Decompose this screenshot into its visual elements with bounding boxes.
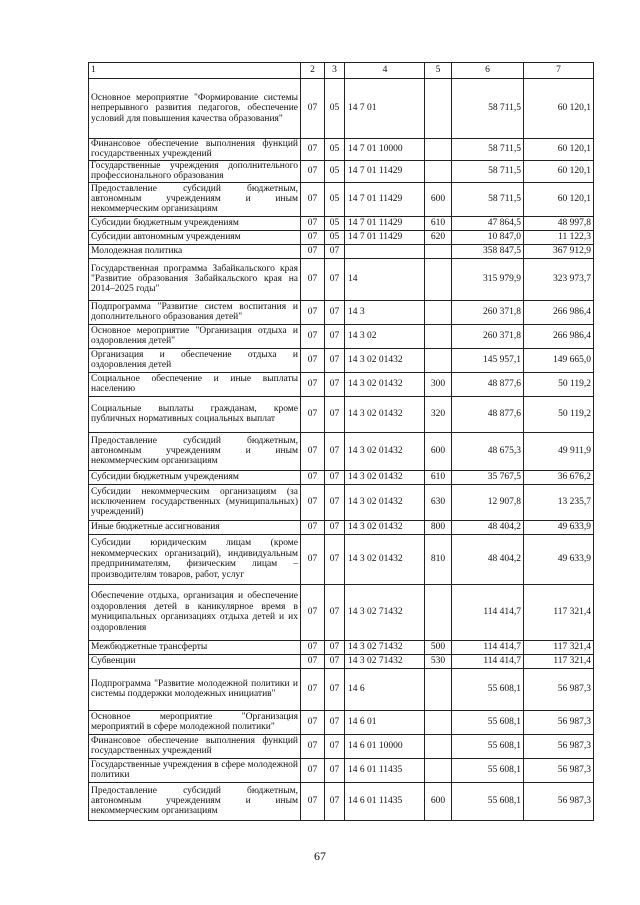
column-number-6: 6 bbox=[452, 63, 524, 79]
cell-pr: 07 bbox=[325, 258, 345, 300]
cell-vr: 600 bbox=[425, 182, 452, 216]
cell-vr bbox=[425, 734, 452, 758]
cell-csr: 14 6 bbox=[345, 668, 425, 710]
table-row bbox=[89, 160, 594, 182]
cell-vr: 500 bbox=[425, 640, 452, 654]
cell-v2: 50 119,2 bbox=[524, 372, 594, 396]
column-number-3: 3 bbox=[325, 63, 345, 79]
cell-v2: 60 120,1 bbox=[524, 139, 594, 161]
cell-name: Государственная программа Забайкальского края "Развитие образования Забайкальского края на 2014–2025 годы" bbox=[89, 258, 301, 300]
cell-gr: 07 bbox=[301, 758, 325, 782]
cell-v2: 49 633,9 bbox=[524, 534, 594, 584]
cell-pr: 05 bbox=[325, 216, 345, 230]
cell-gr: 07 bbox=[301, 244, 325, 258]
cell-csr: 14 bbox=[345, 258, 425, 300]
cell-pr: 05 bbox=[325, 230, 345, 244]
table-row bbox=[89, 79, 594, 139]
cell-vr: 600 bbox=[425, 432, 452, 470]
cell-pr: 07 bbox=[325, 654, 345, 668]
cell-gr: 07 bbox=[301, 300, 325, 324]
cell-gr: 07 bbox=[301, 782, 325, 820]
cell-vr: 610 bbox=[425, 470, 452, 484]
cell-vr bbox=[425, 324, 452, 348]
cell-vr: 620 bbox=[425, 230, 452, 244]
cell-pr: 05 bbox=[325, 139, 345, 161]
cell-name: Государственные учреждения в сфере молодежной политики bbox=[89, 758, 301, 782]
cell-v1: 48 877,6 bbox=[452, 372, 524, 396]
cell-name: Государственные учреждения дополнительного профессионального образования bbox=[89, 160, 301, 182]
cell-v1: 58 711,5 bbox=[452, 160, 524, 182]
cell-name: Субвенции bbox=[89, 654, 301, 668]
table-row bbox=[89, 372, 594, 396]
table-row bbox=[89, 534, 594, 584]
cell-pr: 07 bbox=[325, 432, 345, 470]
table-row bbox=[89, 348, 594, 372]
table-row bbox=[89, 470, 594, 484]
cell-v1: 10 847,0 bbox=[452, 230, 524, 244]
cell-gr: 07 bbox=[301, 710, 325, 734]
cell-name: Субсидии автономным учреждениям bbox=[89, 230, 301, 244]
cell-csr: 14 6 01 11435 bbox=[345, 782, 425, 820]
cell-name: Субсидии бюджетным учреждениям bbox=[89, 470, 301, 484]
cell-gr: 07 bbox=[301, 520, 325, 534]
cell-pr: 07 bbox=[325, 348, 345, 372]
cell-name: Предоставление субсидий бюджетным, автономным учреждениям и иным некоммерческим организациям bbox=[89, 432, 301, 470]
cell-name: Иные бюджетные ассигнования bbox=[89, 520, 301, 534]
table-row bbox=[89, 244, 594, 258]
table-row bbox=[89, 520, 594, 534]
cell-vr bbox=[425, 300, 452, 324]
cell-name: Предоставление субсидий бюджетным, автономным учреждениям и иным некоммерческим организациям bbox=[89, 182, 301, 216]
cell-v2: 56 987,3 bbox=[524, 782, 594, 820]
table-row bbox=[89, 484, 594, 520]
table-row bbox=[89, 710, 594, 734]
cell-gr: 07 bbox=[301, 432, 325, 470]
table-row bbox=[89, 396, 594, 432]
cell-vr: 300 bbox=[425, 372, 452, 396]
cell-v1: 47 864,5 bbox=[452, 216, 524, 230]
column-number-7: 7 bbox=[524, 63, 594, 79]
cell-csr: 14 3 02 01432 bbox=[345, 520, 425, 534]
cell-vr bbox=[425, 244, 452, 258]
cell-csr: 14 3 02 01432 bbox=[345, 534, 425, 584]
cell-v1: 12 907,8 bbox=[452, 484, 524, 520]
cell-gr: 07 bbox=[301, 182, 325, 216]
cell-name: Субсидии бюджетным учреждениям bbox=[89, 216, 301, 230]
cell-csr: 14 3 02 01432 bbox=[345, 396, 425, 432]
table-row bbox=[89, 432, 594, 470]
column-number-4: 4 bbox=[345, 63, 425, 79]
cell-v2: 36 676,2 bbox=[524, 470, 594, 484]
cell-gr: 07 bbox=[301, 160, 325, 182]
table-row bbox=[89, 654, 594, 668]
cell-csr: 14 3 02 71432 bbox=[345, 640, 425, 654]
cell-gr: 07 bbox=[301, 734, 325, 758]
cell-v1: 48 404,2 bbox=[452, 520, 524, 534]
cell-v2: 13 235,7 bbox=[524, 484, 594, 520]
cell-csr: 14 3 bbox=[345, 300, 425, 324]
cell-vr bbox=[425, 139, 452, 161]
cell-v2: 60 120,1 bbox=[524, 79, 594, 139]
table-row bbox=[89, 758, 594, 782]
cell-v1: 55 608,1 bbox=[452, 734, 524, 758]
cell-pr: 07 bbox=[325, 640, 345, 654]
cell-pr: 05 bbox=[325, 160, 345, 182]
cell-csr: 14 7 01 bbox=[345, 79, 425, 139]
cell-name: Организация и обеспечение отдыха и оздоровления детей bbox=[89, 348, 301, 372]
cell-gr: 07 bbox=[301, 258, 325, 300]
cell-name: Субсидии некоммерческим организациям (за исключением государственных (муниципальных) учреждений) bbox=[89, 484, 301, 520]
cell-pr: 07 bbox=[325, 758, 345, 782]
cell-pr: 07 bbox=[325, 396, 345, 432]
cell-pr: 07 bbox=[325, 710, 345, 734]
table-row bbox=[89, 139, 594, 161]
cell-pr: 05 bbox=[325, 182, 345, 216]
cell-csr: 14 3 02 bbox=[345, 324, 425, 348]
cell-v2: 49 633,9 bbox=[524, 520, 594, 534]
cell-v1: 48 404,2 bbox=[452, 534, 524, 584]
cell-csr: 14 3 02 01432 bbox=[345, 470, 425, 484]
cell-vr: 530 bbox=[425, 654, 452, 668]
cell-v2: 60 120,1 bbox=[524, 182, 594, 216]
cell-v2: 56 987,3 bbox=[524, 710, 594, 734]
cell-vr bbox=[425, 710, 452, 734]
cell-name: Обеспечение отдыха, организация и обеспечение оздоровления детей в каникулярное время в муниципальных организациях отдыха детей и их оздоровления bbox=[89, 584, 301, 640]
cell-vr bbox=[425, 79, 452, 139]
column-number-1: 1 bbox=[89, 63, 301, 79]
cell-v1: 315 979,9 bbox=[452, 258, 524, 300]
cell-v1: 55 608,1 bbox=[452, 758, 524, 782]
cell-gr: 07 bbox=[301, 79, 325, 139]
cell-gr: 07 bbox=[301, 216, 325, 230]
cell-v2: 60 120,1 bbox=[524, 160, 594, 182]
cell-vr: 810 bbox=[425, 534, 452, 584]
cell-vr bbox=[425, 668, 452, 710]
cell-gr: 07 bbox=[301, 139, 325, 161]
cell-v1: 114 414,7 bbox=[452, 640, 524, 654]
cell-v2: 266 986,4 bbox=[524, 300, 594, 324]
cell-name: Межбюджетные трансферты bbox=[89, 640, 301, 654]
cell-vr bbox=[425, 758, 452, 782]
cell-gr: 07 bbox=[301, 668, 325, 710]
cell-vr bbox=[425, 348, 452, 372]
table-row bbox=[89, 782, 594, 820]
cell-name: Финансовое обеспечение выполнения функций государственных учреждений bbox=[89, 734, 301, 758]
cell-v2: 117 321,4 bbox=[524, 584, 594, 640]
cell-name: Основное мероприятие "Формирование системы непрерывного развития педагогов, обеспечение условий для повышения качества образования" bbox=[89, 79, 301, 139]
cell-name: Социальные выплаты гражданам, кроме публичных нормативных социальных выплат bbox=[89, 396, 301, 432]
cell-vr bbox=[425, 160, 452, 182]
cell-csr bbox=[345, 244, 425, 258]
cell-v1: 58 711,5 bbox=[452, 182, 524, 216]
cell-pr: 07 bbox=[325, 372, 345, 396]
cell-gr: 07 bbox=[301, 230, 325, 244]
cell-csr: 14 3 02 01432 bbox=[345, 432, 425, 470]
cell-csr: 14 7 01 11429 bbox=[345, 182, 425, 216]
cell-pr: 07 bbox=[325, 244, 345, 258]
table-row bbox=[89, 324, 594, 348]
cell-v1: 55 608,1 bbox=[452, 668, 524, 710]
cell-v1: 35 767,5 bbox=[452, 470, 524, 484]
budget-table bbox=[88, 62, 594, 821]
cell-csr: 14 3 02 71432 bbox=[345, 584, 425, 640]
cell-v1: 260 371,8 bbox=[452, 324, 524, 348]
cell-gr: 07 bbox=[301, 654, 325, 668]
cell-vr bbox=[425, 258, 452, 300]
cell-v1: 260 371,8 bbox=[452, 300, 524, 324]
cell-name: Субсидии юридическим лицам (кроме некоммерческих организаций), индивидуальным предпринимателям, физическим лицам – производителям товаров, работ, услуг bbox=[89, 534, 301, 584]
cell-pr: 07 bbox=[325, 668, 345, 710]
cell-v1: 58 711,5 bbox=[452, 79, 524, 139]
cell-v2: 367 912,9 bbox=[524, 244, 594, 258]
cell-v1: 145 957,1 bbox=[452, 348, 524, 372]
cell-v2: 48 997,8 bbox=[524, 216, 594, 230]
cell-gr: 07 bbox=[301, 534, 325, 584]
cell-name: Финансовое обеспечение выполнения функций государственных учреждений bbox=[89, 139, 301, 161]
table-row bbox=[89, 640, 594, 654]
cell-csr: 14 7 01 11429 bbox=[345, 230, 425, 244]
cell-csr: 14 3 02 01432 bbox=[345, 484, 425, 520]
cell-gr: 07 bbox=[301, 324, 325, 348]
cell-vr: 320 bbox=[425, 396, 452, 432]
cell-v1: 48 877,6 bbox=[452, 396, 524, 432]
cell-v2: 56 987,3 bbox=[524, 668, 594, 710]
column-number-2: 2 bbox=[301, 63, 325, 79]
cell-pr: 07 bbox=[325, 782, 345, 820]
cell-v2: 50 119,2 bbox=[524, 396, 594, 432]
page-number: 67 bbox=[314, 849, 326, 863]
cell-gr: 07 bbox=[301, 484, 325, 520]
cell-v2: 149 665,0 bbox=[524, 348, 594, 372]
cell-pr: 07 bbox=[325, 520, 345, 534]
cell-v1: 114 414,7 bbox=[452, 584, 524, 640]
table-header-row bbox=[89, 63, 594, 79]
cell-name: Предоставление субсидий бюджетным, автономным учреждениям и иным некоммерческим организациям bbox=[89, 782, 301, 820]
cell-v2: 266 986,4 bbox=[524, 324, 594, 348]
cell-pr: 07 bbox=[325, 484, 345, 520]
cell-v1: 114 414,7 bbox=[452, 654, 524, 668]
cell-vr: 800 bbox=[425, 520, 452, 534]
cell-name: Основное мероприятие "Организация отдыха и оздоровления детей" bbox=[89, 324, 301, 348]
cell-vr bbox=[425, 584, 452, 640]
table-row bbox=[89, 182, 594, 216]
cell-v1: 48 675,3 bbox=[452, 432, 524, 470]
cell-csr: 14 6 01 11435 bbox=[345, 758, 425, 782]
cell-gr: 07 bbox=[301, 470, 325, 484]
table-row bbox=[89, 584, 594, 640]
cell-v2: 117 321,4 bbox=[524, 640, 594, 654]
cell-pr: 07 bbox=[325, 470, 345, 484]
cell-v2: 11 122,3 bbox=[524, 230, 594, 244]
cell-csr: 14 6 01 bbox=[345, 710, 425, 734]
cell-gr: 07 bbox=[301, 372, 325, 396]
column-number-5: 5 bbox=[425, 63, 452, 79]
cell-pr: 05 bbox=[325, 79, 345, 139]
cell-vr: 610 bbox=[425, 216, 452, 230]
cell-name: Молодежная политика bbox=[89, 244, 301, 258]
cell-v2: 56 987,3 bbox=[524, 734, 594, 758]
cell-vr: 630 bbox=[425, 484, 452, 520]
cell-pr: 07 bbox=[325, 324, 345, 348]
cell-gr: 07 bbox=[301, 396, 325, 432]
cell-name: Основное мероприятие "Организация мероприятий в сфере молодежной политики" bbox=[89, 710, 301, 734]
cell-v2: 56 987,3 bbox=[524, 758, 594, 782]
table-row bbox=[89, 734, 594, 758]
cell-pr: 07 bbox=[325, 534, 345, 584]
cell-gr: 07 bbox=[301, 640, 325, 654]
cell-gr: 07 bbox=[301, 348, 325, 372]
cell-csr: 14 7 01 11429 bbox=[345, 216, 425, 230]
table-row bbox=[89, 668, 594, 710]
cell-csr: 14 3 02 01432 bbox=[345, 372, 425, 396]
cell-gr: 07 bbox=[301, 584, 325, 640]
cell-v2: 117 321,4 bbox=[524, 654, 594, 668]
table-row bbox=[89, 300, 594, 324]
cell-v2: 49 911,9 bbox=[524, 432, 594, 470]
cell-name: Подпрограмма "Развитие молодежной политики и системы поддержки молодежных инициатив" bbox=[89, 668, 301, 710]
cell-pr: 07 bbox=[325, 300, 345, 324]
cell-csr: 14 7 01 11429 bbox=[345, 160, 425, 182]
table-row bbox=[89, 230, 594, 244]
cell-v2: 323 973,7 bbox=[524, 258, 594, 300]
cell-csr: 14 3 02 01432 bbox=[345, 348, 425, 372]
cell-csr: 14 7 01 10000 bbox=[345, 139, 425, 161]
table-row bbox=[89, 258, 594, 300]
cell-v1: 58 711,5 bbox=[452, 139, 524, 161]
cell-csr: 14 6 01 10000 bbox=[345, 734, 425, 758]
cell-name: Социальное обеспечение и иные выплаты населению bbox=[89, 372, 301, 396]
cell-v1: 55 608,1 bbox=[452, 710, 524, 734]
cell-vr: 600 bbox=[425, 782, 452, 820]
cell-csr: 14 3 02 71432 bbox=[345, 654, 425, 668]
table-row bbox=[89, 216, 594, 230]
cell-pr: 07 bbox=[325, 734, 345, 758]
cell-v1: 55 608,1 bbox=[452, 782, 524, 820]
cell-pr: 07 bbox=[325, 584, 345, 640]
cell-v1: 358 847,5 bbox=[452, 244, 524, 258]
cell-name: Подпрограмма "Развитие систем воспитания и дополнительного образования детей" bbox=[89, 300, 301, 324]
